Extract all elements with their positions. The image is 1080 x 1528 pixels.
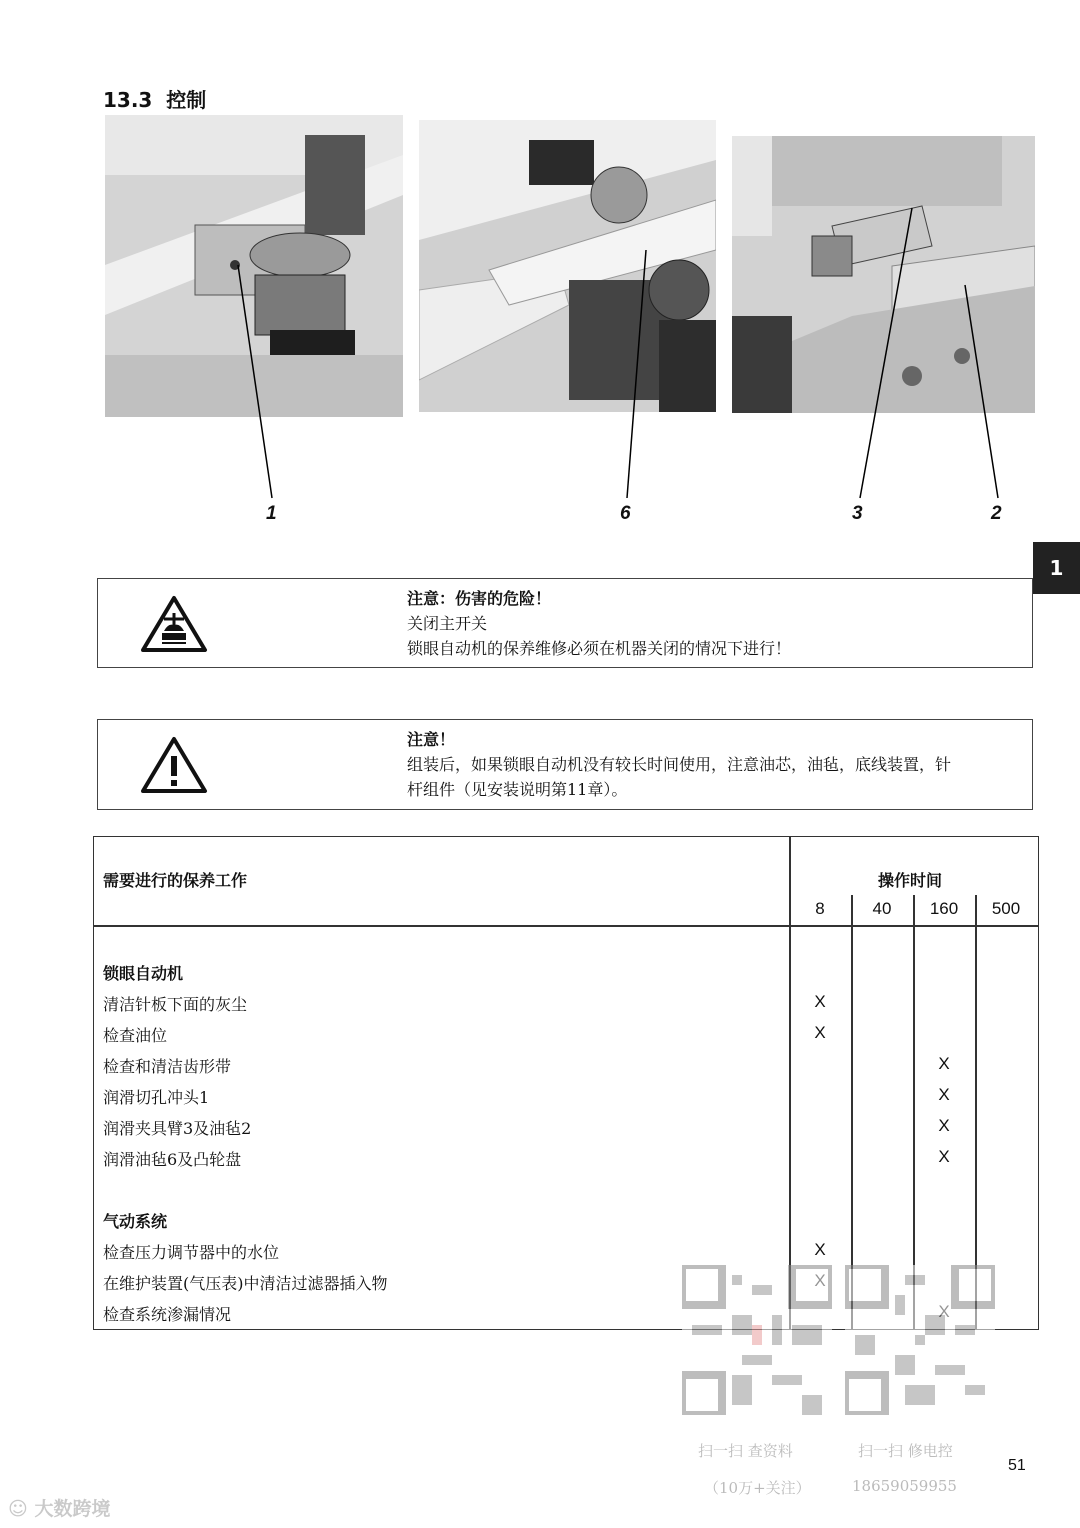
brand-watermark (8, 1494, 110, 1521)
task-row: 在维护装置(气压表)中清洁过滤器插入物 (103, 1274, 388, 1293)
interval-mark: X (938, 1085, 950, 1104)
task-row: 检查系统渗漏情况 (103, 1305, 232, 1324)
group-heading: 锁眼自动机 (103, 964, 184, 983)
task-row: 检查和清洁齿形带 (103, 1057, 232, 1076)
callout-leader-lines (0, 0, 1080, 540)
watermark-text: 扫一扫 修电控 (858, 1442, 953, 1460)
page-number: 51 (1008, 1457, 1026, 1474)
chapter-tab: 1 (1033, 542, 1080, 594)
time-column-header: 操作时间 (878, 871, 943, 890)
task-row: 润滑油毡6及凸轮盘 (103, 1150, 242, 1169)
caution-line: 组装后，如果锁眼自动机没有较长时间使用，注意油芯，油毡，底线装置，针 (407, 755, 952, 774)
task-row: 清洁针板下面的灰尘 (103, 995, 248, 1014)
section-title: 控制 (166, 88, 207, 112)
warning-line: 关闭主开关 (407, 614, 488, 633)
interval-mark: X (938, 1147, 950, 1166)
table-header-divider (93, 925, 1039, 927)
caution-line: 杆组件（见安装说明第11章）。 (407, 780, 628, 799)
injury-warning-box (97, 578, 1033, 668)
warning-title: 注意：伤害的危险！ (407, 589, 552, 608)
watermark-text: （10万+关注） (704, 1479, 811, 1497)
interval-header: 160 (929, 899, 959, 918)
caution-title: 注意！ (407, 730, 456, 749)
brand-name: 大数跨境 (34, 1498, 111, 1520)
task-row: 检查油位 (103, 1026, 168, 1045)
interval-header: 8 (815, 899, 825, 918)
interval-mark: X (938, 1054, 950, 1073)
interval-mark: X (814, 1240, 826, 1259)
qr-code-watermark-right (845, 1265, 995, 1415)
interval-mark: X (814, 992, 826, 1011)
interval-mark: X (938, 1116, 950, 1135)
brand-logo-icon: ☺ (8, 1498, 28, 1520)
table-col-divider (789, 836, 791, 1330)
section-number: 13.3 (103, 88, 153, 112)
task-column-header: 需要进行的保养工作 (103, 871, 248, 890)
callout-2: 2 (991, 503, 1002, 524)
warning-line: 锁眼自动机的保养维修必须在机器关闭的情况下进行！ (407, 639, 792, 658)
caution-box (97, 719, 1033, 810)
watermark-text: 扫一扫 查资料 (698, 1442, 793, 1460)
callout-1: 1 (266, 503, 277, 524)
task-row: 检查压力调节器中的水位 (103, 1243, 280, 1262)
task-row: 润滑夹具臂3及油毡2 (103, 1119, 252, 1138)
watermark-text: 18659059955 (852, 1477, 957, 1495)
callout-6: 6 (620, 503, 631, 524)
hand-crush-warning-icon (140, 595, 208, 653)
group-heading: 气动系统 (103, 1212, 168, 1231)
task-row: 润滑切孔冲头1 (103, 1088, 210, 1107)
callout-3: 3 (852, 503, 863, 524)
interval-header: 500 (991, 899, 1021, 918)
qr-code-watermark-left (682, 1265, 832, 1415)
interval-mark: X (814, 1023, 826, 1042)
exclamation-warning-icon (140, 736, 208, 794)
interval-header: 40 (872, 899, 892, 918)
